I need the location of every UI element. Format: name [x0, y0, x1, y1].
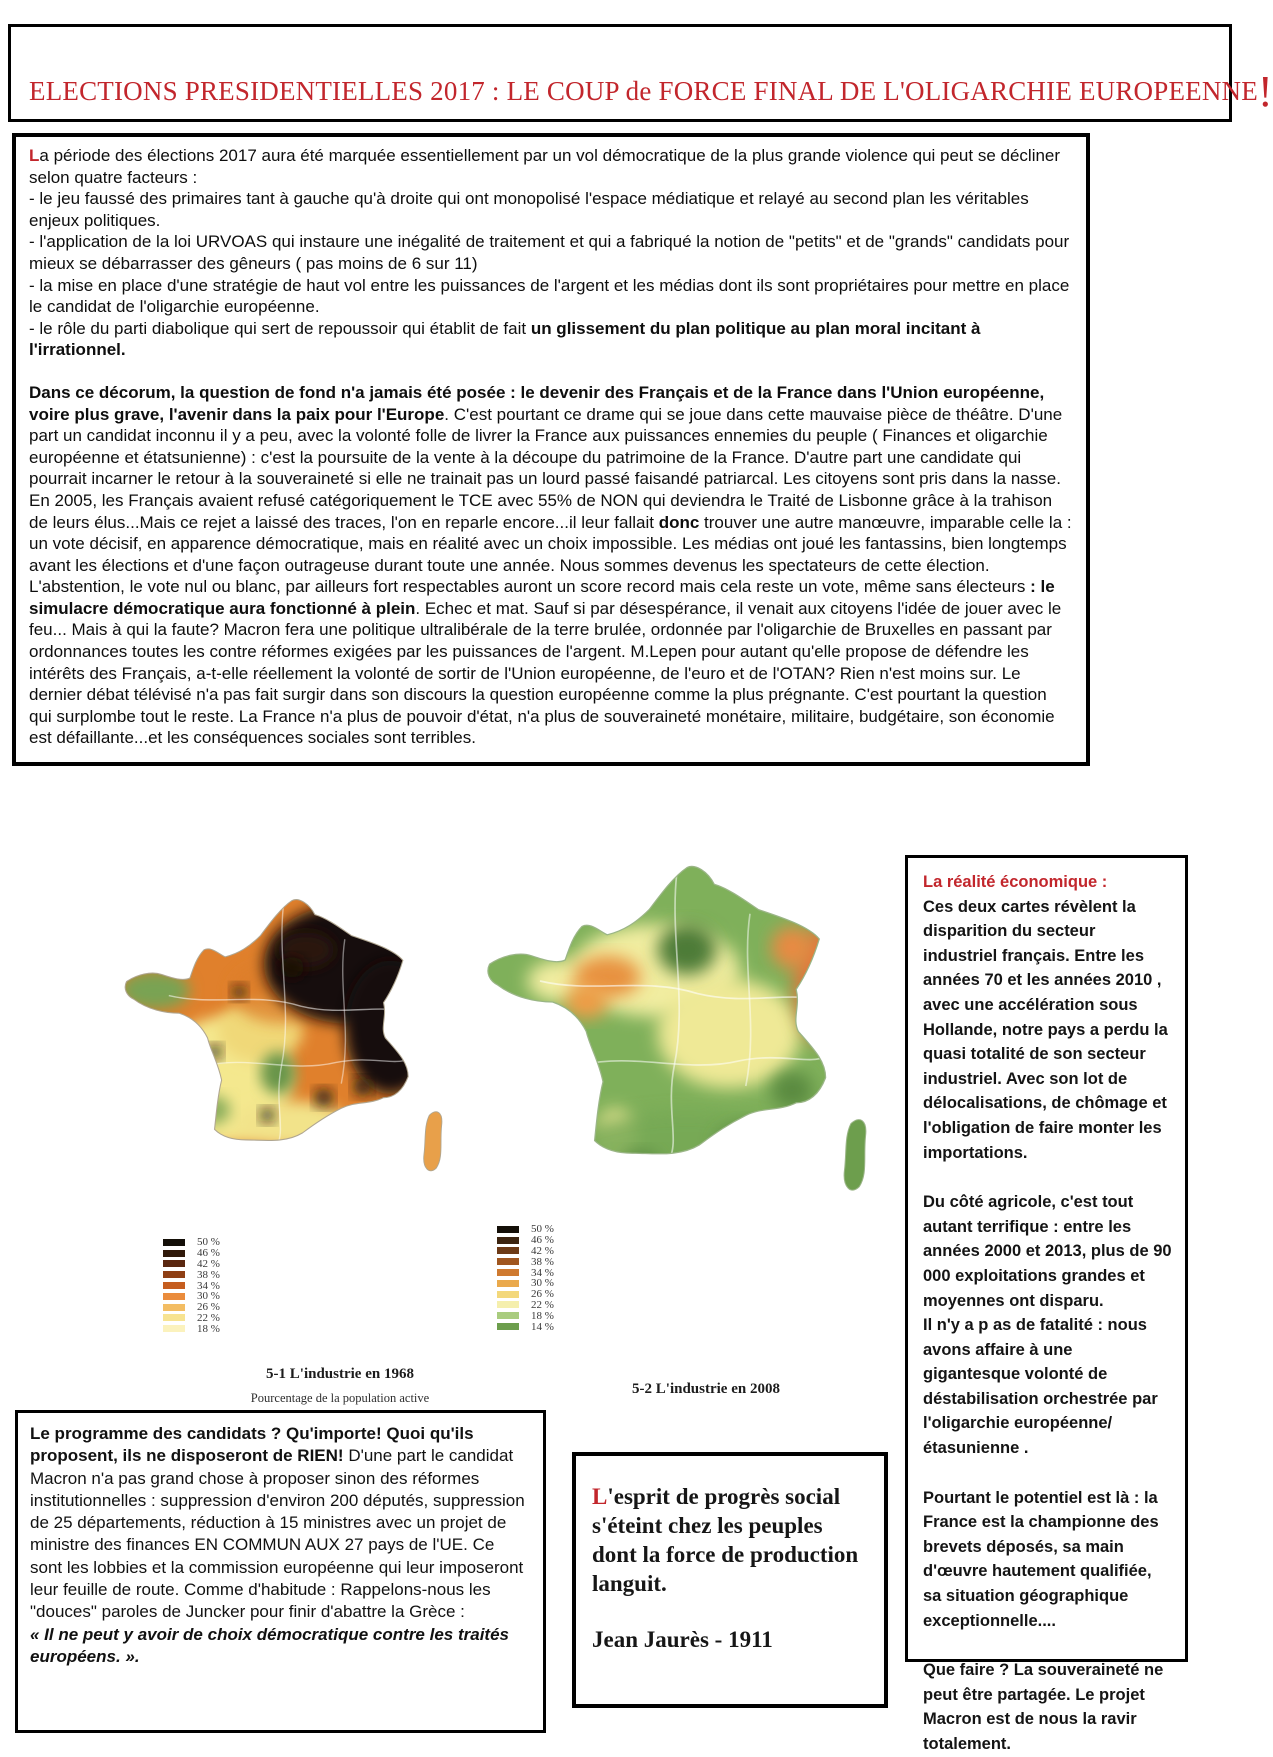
legend-swatch — [497, 1301, 519, 1308]
legend-2008 — [497, 1224, 554, 1332]
legend-label: 18 % — [197, 1322, 220, 1335]
legend-label: 30 % — [197, 1290, 220, 1303]
figure-caption-2008: 5-2 L'industrie en 2008 — [632, 1381, 780, 1397]
legend-item — [497, 1235, 554, 1246]
title-banner — [8, 24, 1273, 122]
legend-item — [497, 1278, 554, 1289]
legend-label: 38 % — [197, 1268, 220, 1281]
page-title-exclamation: ! — [1257, 67, 1273, 116]
text-segment: - le rôle du parti diabolique qui sert de repoussoir qui établit de fait — [29, 318, 531, 338]
legend-swatch — [163, 1314, 185, 1321]
main-article-box — [12, 133, 1090, 766]
legend-label: 26 % — [531, 1288, 554, 1301]
legend-1968 — [163, 1237, 220, 1334]
legend-swatch — [163, 1260, 185, 1267]
legend-label: 22 % — [531, 1298, 554, 1311]
legend-item — [163, 1280, 220, 1291]
legend-swatch — [163, 1271, 185, 1278]
text-segment-bold: : le simulacre démocratique aura fonctionné à plein — [29, 577, 1055, 618]
juncker-quote: « Il ne peut y avoir de choix démocratique contre les traités européens. ». — [30, 1624, 509, 1666]
quote-text — [592, 1482, 872, 1598]
program-box — [15, 1410, 546, 1733]
legend-swatch — [497, 1237, 519, 1244]
legend-label: 46 % — [197, 1247, 220, 1260]
legend-label: 14 % — [531, 1320, 554, 1333]
legend-swatch — [497, 1280, 519, 1287]
quote-author: Jean Jaurès - 1911 — [592, 1627, 773, 1652]
sidebar-paragraph-4: Que faire ? La souveraineté ne peut être partagée. Le projet Macron est de nous la ravir totalement. — [923, 1661, 1164, 1753]
sidebar-paragraph-2b: Il n'y a p as de fatalité : nous avons affaire à une gigantesque volonté de déstabilisation orchestrée par l'oligarchie européenne/ étasunienne . — [923, 1316, 1158, 1458]
red-initial: L — [29, 146, 40, 165]
legend-swatch — [497, 1323, 519, 1330]
sidebar-paragraph-2a: Du côté agricole, c'est tout autant terrifique : entre les années 2000 et 2013, plus de 90 000 exploitations grandes et moyennes ont disparu. — [923, 1193, 1172, 1310]
text-segment: a période des élections 2017 aura été marquée essentiellement par un vol démocratique de la plus grande violence qui peut se décliner selon quatre facteurs : — [29, 146, 1061, 187]
corsica-shape — [424, 1112, 442, 1171]
legend-swatch — [497, 1258, 519, 1265]
legend-swatch — [497, 1247, 519, 1254]
text-segment: . C'est pourtant ce drame qui se joue dans cette mauvaise pièce de théâtre. D'une part un candidat inconnu il y a peu, avec la volonté folle de livrer la France aux puissances ennemies du peuple ( Finances et oligarchie européenne et étatsunienne) : c'est la poursuite de la vente à la découpe du patrimoine de la France. D'autre part une candidate qui pourrait incarner le retour à la souveraineté si elle ne trainait pas un lourd passé faisandé patriarcal. Les citoyens sont pris dans la nasse. En 2005, les Français avaient refusé catégoriquement le TCE avec 55% de NON qui deviendra le Traité de Lisbonne grâce à la trahison de leurs élus...Mais ce rejet a laissé des traces, l'on en reparle encore...il leur fallait — [29, 404, 1063, 532]
legend-label: 30 % — [531, 1277, 554, 1290]
text-segment: trouver une autre manœuvre, imparable celle la : un vote décisif, en apparence démocratique, mais en réalité avec un choix impossible. Les médias ont joué les fantassins, bien longtemps avant les élections et d'une façon outrageuse durant toute une année. Nous sommes devenus les spectateurs de cette élection. L'abstention, le vote nul ou blanc, par ailleurs fort respectables auront un score record mais cela reste un vote, même sans électeurs — [29, 512, 1072, 597]
legend-item — [163, 1237, 220, 1248]
paragraph-2 — [29, 382, 1073, 749]
legend-swatch — [497, 1226, 519, 1233]
text-segment: D'une part le candidat Macron n'a pas grand chose à proposer sinon des réformes institutionnelles : suppression d'environ 200 députés, suppression de 25 départements, réduction à 15 ministres avec un projet de ministre des finances EN COMMUN AUX 27 pays de l'UE. Ce sont les lobbies et la commission européenne qui leur imposeront leur feuille de route. Comme d'habitude : Rappelons-nous les "douces" paroles de Juncker pour finir d'abattre la Grèce : — [30, 1446, 525, 1622]
corsica-shape — [844, 1120, 866, 1190]
legend-label: 34 % — [531, 1266, 554, 1279]
legend-item — [163, 1302, 220, 1313]
legend-label: 26 % — [197, 1301, 220, 1314]
legend-item — [497, 1246, 554, 1257]
legend-label: 18 % — [531, 1309, 554, 1322]
legend-item — [163, 1269, 220, 1280]
sidebar-paragraph-1: Ces deux cartes révèlent la disparition du secteur industriel français. Entre les années 70 et les années 2010 , avec une accélération sous Hollande, notre pays a perdu la quasi totalité de son secteur industriel. Avec son lot de délocalisations, de chômage et l'obligation de faire monter les importations. — [923, 897, 1168, 1162]
legend-label: 50 % — [197, 1236, 220, 1249]
legend-swatch — [163, 1282, 185, 1289]
text-segment-bold: donc — [658, 512, 700, 532]
legend-swatch — [163, 1304, 185, 1311]
legend-item — [163, 1248, 220, 1259]
legend-swatch — [163, 1325, 185, 1332]
page-title — [29, 67, 1273, 116]
legend-item — [497, 1300, 554, 1311]
legend-swatch — [497, 1269, 519, 1276]
legend-label: 22 % — [197, 1311, 220, 1324]
legend-swatch — [163, 1293, 185, 1300]
legend-label: 50 % — [531, 1223, 554, 1236]
legend-item — [163, 1291, 220, 1302]
choropleth-map-industry-2008 — [470, 855, 904, 1275]
legend-swatch — [497, 1291, 519, 1298]
legend-item — [497, 1310, 554, 1321]
legend-label: 46 % — [531, 1234, 554, 1247]
jaures-quote-box — [572, 1452, 888, 1708]
legend-label: 38 % — [531, 1255, 554, 1268]
text-segment-bold: un glissement du plan politique au plan moral incitant à l'irrationnel. — [29, 318, 981, 360]
legend-item — [497, 1321, 554, 1332]
page-title-text: ELECTIONS PRESIDENTIELLES 2017 : LE COUP de FORCE FINAL DE L'OLIGARCHIE EUROPEENNE — [29, 76, 1258, 106]
text-segment: - l'application de la loi URVOAS qui instaure une inégalité de traitement et qui a fabriqué la notion de "petits" et de "grands" candidats pour mieux se débarrasser des gêneurs ( pas moins de 6 sur 11) — [29, 232, 1070, 273]
sidebar-paragraph-3: Pourtant le potentiel est là : la France est la championne des brevets déposés, sa main d'œuvre hautement qualifiée, sa situation géographique exceptionnelle.... — [923, 1488, 1159, 1630]
legend-item — [163, 1313, 220, 1324]
text-segment: 'esprit de progrès social s'éteint chez les peuples dont la force de production languit. — [592, 1484, 859, 1596]
sidebar-title: La réalité économique : — [923, 873, 1108, 891]
legend-swatch — [163, 1239, 185, 1246]
legend-item — [163, 1323, 220, 1334]
text-segment: - le jeu faussé des primaires tant à gauche qu'à droite qui ont monopolisé l'espace médiatique et relayé au second plan les véritables enjeux politiques. — [29, 189, 1029, 230]
legend-item — [497, 1267, 554, 1278]
figure-subcaption-1968: Pourcentage de la population active — [250, 1391, 430, 1405]
text-segment-bold: Dans ce décorum, la question de fond n'a jamais été posée : le devenir des Français et de la France dans l'Union européenne, voire plus grave, l'avenir dans la paix pour l'Europe — [29, 382, 1045, 424]
legend-item — [497, 1224, 554, 1235]
legend-label: 34 % — [197, 1279, 220, 1292]
legend-swatch — [497, 1312, 519, 1319]
paragraph-1 — [29, 145, 1073, 361]
legend-swatch — [163, 1250, 185, 1257]
legend-label: 42 % — [531, 1245, 554, 1257]
legend-item — [497, 1289, 554, 1300]
red-initial: L — [592, 1484, 608, 1509]
figure-caption-1968: 5-1 L'industrie en 1968 — [266, 1366, 414, 1382]
legend-item — [163, 1259, 220, 1270]
text-segment-bold: Le programme des candidats ? Qu'importe! Quoi qu'ils proposent, ils ne disposeront de RIEN! — [30, 1424, 474, 1466]
text-segment: - la mise en place d'une stratégie de haut vol entre les puissances de l'argent et les médias dont ils sont propriétaires pour mettre en place le candidat de l'oligarchie européenne. — [29, 275, 1070, 317]
legend-item — [497, 1256, 554, 1267]
choropleth-map-industry-1968 — [116, 890, 468, 1242]
text-segment: . Echec et mat. Sauf si par désespérance, il venait aux citoyens l'idée de jouer avec le feu... Mais à qui la faute? Macron fera une politique ultralibérale de la terre brulée, ordonnée par l'oligarchie de Bruxelles en passant par ordonnances toutes les contre réformes exigées par les puissances de l'argent. M.Lepen pour autant qu'elle propose de défendre les intérêts des Français, a-t-elle réellement la volonté de sortir de l'Union européenne, de l'euro et de l'OTAN? Rien n'est moins sur. Le dernier débat télévisé n'a pas fait surgir dans son discours la question européenne comme la plus prégnante. C'est pourtant la question qui surplombe tout le reste. La France n'a plus de pouvoir d'état, n'a plus de souveraineté monétaire, militaire, budgétaire, son économie est défaillante...et les conséquences sociales sont terribles. — [29, 598, 1062, 748]
legend-label: 42 % — [197, 1258, 220, 1270]
economic-reality-sidebar — [905, 855, 1188, 1753]
